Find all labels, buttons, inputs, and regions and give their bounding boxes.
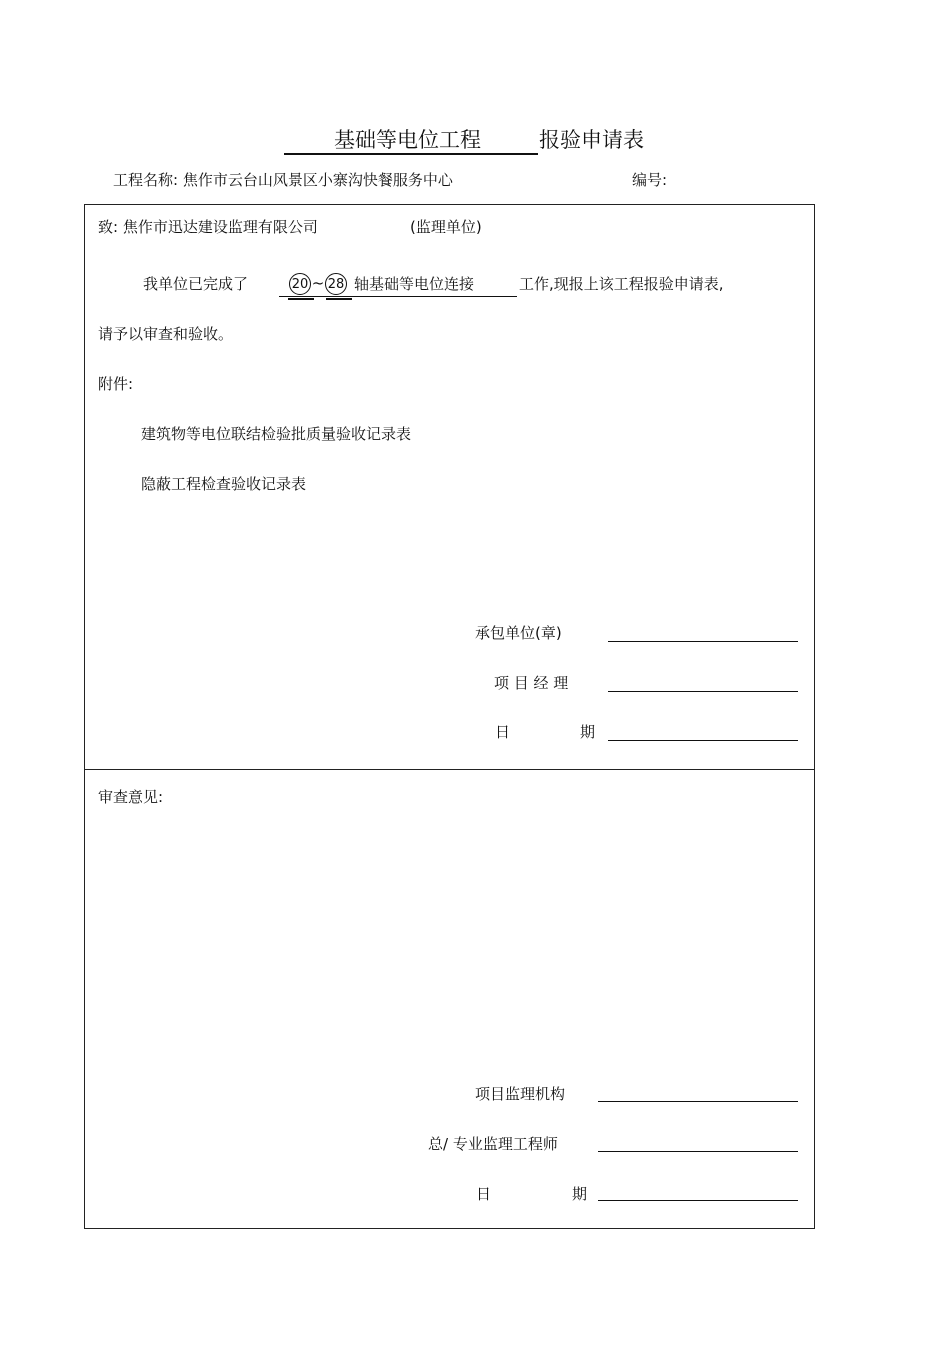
number-label: 编号:	[632, 171, 668, 189]
project-label: 工程名称:	[113, 171, 179, 189]
review-org-label: 项目监理机构	[475, 1085, 566, 1103]
project-name: 焦作市云台山风景区小寨沟快餐服务中心	[182, 171, 453, 189]
sign-date-char2: 期	[580, 723, 596, 741]
review-org-line	[598, 1101, 798, 1102]
review-engineer-label: 总/ 专业监理工程师	[428, 1135, 558, 1153]
sign-contractor-label: 承包单位(章)	[475, 624, 562, 642]
axis-separator: ~	[311, 274, 325, 292]
review-date-char2: 期	[572, 1185, 588, 1203]
to-row	[98, 216, 318, 238]
review-label: 审查意见:	[98, 788, 164, 806]
review-date-line	[598, 1200, 798, 1201]
axis-to-circle: 28	[325, 273, 347, 295]
work-item: 轴基础等电位连接	[354, 275, 475, 293]
attachment-item: 隐蔽工程检查验收记录表	[141, 475, 307, 493]
sign-manager-label: 项 目 经 理	[494, 674, 569, 692]
review-section	[84, 769, 815, 1229]
body-prefix: 我单位已完成了	[143, 275, 249, 293]
axis-from-underline	[288, 298, 314, 300]
attachment-item: 建筑物等电位联结检验批质量验收记录表	[141, 425, 412, 443]
review-engineer-line	[598, 1151, 798, 1152]
sign-manager-line	[608, 691, 798, 692]
project-name-row	[113, 170, 453, 190]
attachments-label: 附件:	[98, 375, 134, 393]
body-line2: 请予以审查和验收。	[98, 325, 234, 343]
axis-to-underline	[326, 298, 352, 300]
work-item-underline	[279, 296, 517, 297]
title-suffix: 报验申请表	[539, 128, 644, 152]
to-unit: 焦作市迅达建设监理有限公司	[122, 218, 318, 236]
to-role: (监理单位)	[410, 218, 482, 236]
sign-date-line	[608, 740, 798, 741]
title-blank: 基础等电位工程	[334, 128, 481, 152]
sign-date-char1: 日	[495, 723, 511, 741]
body-suffix: 工作,现报上该工程报验申请表,	[519, 275, 724, 293]
number-row	[632, 170, 667, 190]
title-underline	[284, 153, 538, 155]
to-label: 致:	[98, 218, 119, 236]
sign-contractor-line	[608, 641, 798, 642]
review-date-char1: 日	[476, 1185, 492, 1203]
axis-from-circle: 20	[289, 273, 311, 295]
axis-range	[289, 272, 347, 295]
